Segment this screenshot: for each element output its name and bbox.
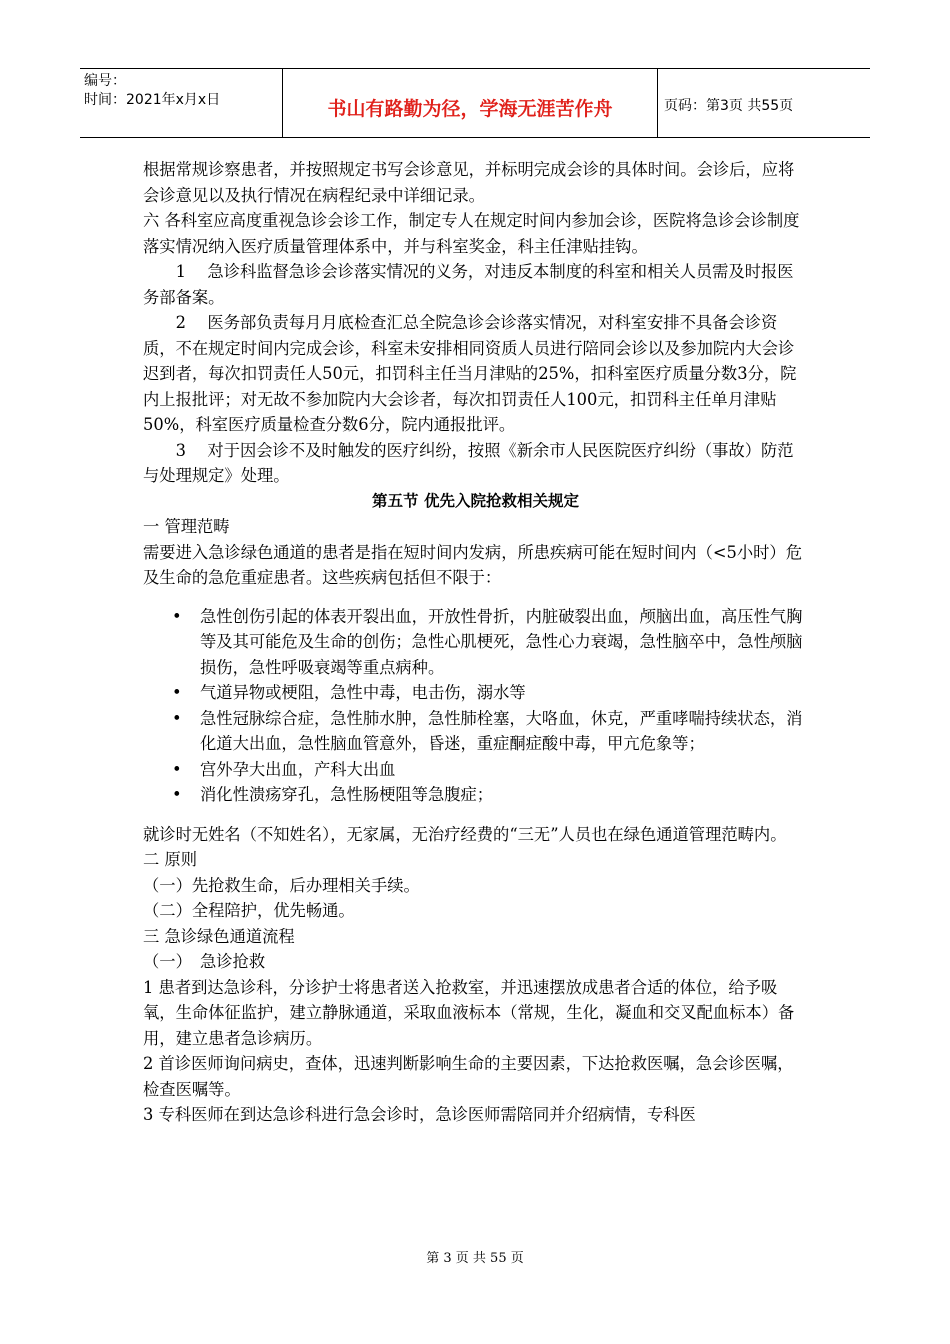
subheading: （一） 急诊抢救 [143, 952, 266, 971]
list-item-text: 消化性溃疡穿孔，急性肠梗阻等急腹症； [200, 785, 494, 804]
section-title: 第五节 优先入院抢救相关规定 [372, 491, 579, 510]
header-meta [80, 69, 283, 137]
paragraph: 1 患者到达急诊科，分诊护士将患者送入抢救室，并迅速摆放成患者合适的体位，给予吸氧，生命体征监护，建立静脉通道，采取血液标本（常规，生化，凝血和交叉配血标本）备用，建立患者急诊病历。 [143, 977, 795, 1048]
header-page-info: 页码：第3页 共55页 [664, 98, 794, 114]
list-item [143, 680, 808, 706]
header-number-label: 编号： [84, 73, 126, 89]
list-item-text: 宫外孕大出血，产科大出血 [200, 759, 396, 779]
bullet-icon: • [172, 606, 182, 626]
list-item-text: 急性冠脉综合症，急性肺水肿，急性肺栓塞，大咯血，休克，严重哮喘持续状态，消化道大出血，急性脑血管意外，昏迷，重症酮症酸中毒，甲亢危象等； [200, 708, 803, 753]
page-header [80, 68, 870, 138]
list-item [143, 604, 808, 681]
bullet-list [143, 604, 808, 808]
list-item [143, 782, 808, 808]
bullet-icon: • [172, 785, 182, 804]
paragraph: 3 对于因会诊不及时触发的医疗纠纷，按照《新余市人民医院医疗纠纷（事故）防范与处理规定》处理。 [143, 440, 794, 485]
list-item-text: 急性创伤引起的体表开裂出血，开放性骨折，内脏破裂出血，颅脑出血，高压性气胸等及其可能危及生命的创伤；急性心肌梗死，急性心力衰竭，急性脑卒中，急性颅脑损伤，急性呼吸衰竭等重点病种。 [200, 606, 803, 677]
header-motto: 书山有路勤为径，学海无涯苦作舟 [283, 69, 658, 137]
document-body [143, 157, 808, 1128]
heading: 二 原则 [143, 850, 198, 869]
paragraph: 六 各科室应高度重视急诊会诊工作，制定专人在规定时间内参加会诊，医院将急诊会诊制度落实情况纳入医疗质量管理体系中，并与科室奖金，科主任津贴挂钩。 [143, 211, 800, 256]
page-footer: 第 3 页 共 55 页 [426, 1251, 524, 1266]
paragraph: 根据常规诊察患者，并按照规定书写会诊意见，并标明完成会诊的具体时间。会诊后，应将会诊意见以及执行情况在病程纪录中详细记录。 [143, 160, 795, 205]
paragraph: 就诊时无姓名（不知姓名），无家属，无治疗经费的“三无”人员也在绿色通道管理范畴内。 [143, 824, 787, 844]
list-item [143, 706, 808, 757]
bullet-icon: • [172, 759, 182, 779]
header-time-label: 时间：2021年x月x日 [84, 92, 221, 108]
list-item-text: 气道异物或梗阻，急性中毒，电击伤，溺水等 [200, 683, 526, 702]
list-item [143, 757, 808, 783]
paragraph: 2 首诊医师询问病史，查体，迅速判断影响生命的主要因素，下达抢救医嘱，急会诊医嘱，检查医嘱等。 [143, 1054, 794, 1099]
heading: 三 急诊绿色通道流程 [143, 926, 295, 946]
paragraph: 3 专科医师在到达急诊科进行急会诊时，急诊医师需陪同并介绍病情，专科医 [143, 1105, 696, 1124]
paragraph: （二）全程陪护，优先畅通。 [143, 901, 355, 920]
paragraph: 1 急诊科监督急诊会诊落实情况的义务，对违反本制度的科室和相关人员需及时报医务部备案。 [143, 262, 794, 307]
bullet-icon: • [172, 683, 182, 702]
bullet-icon: • [172, 708, 182, 728]
paragraph: 2 医务部负责每月月底检查汇总全院急诊会诊落实情况，对科室安排不具备会诊资质，不在规定时间内完成会诊，科室未安排相同资质人员进行陪同会诊以及参加院内大会诊迟到者，每次扣罚责任人50元，扣罚科主任当月津贴的25%，扣科室医疗质量分数3分，院内上报批评；对无故不参加院内大会诊者，每次扣罚责任人100元，扣罚科主任单月津贴50%，科室医疗质量检查分数6分，院内通报批评。 [143, 313, 797, 434]
heading: 一 管理范畴 [143, 517, 230, 536]
paragraph: 需要进入急诊绿色通道的患者是指在短时间内发病，所患疾病可能在短时间内（<5小时）危及生命的急危重症患者。这些疾病包括但不限于： [143, 542, 802, 587]
paragraph: （一）先抢救生命，后办理相关手续。 [143, 875, 420, 895]
